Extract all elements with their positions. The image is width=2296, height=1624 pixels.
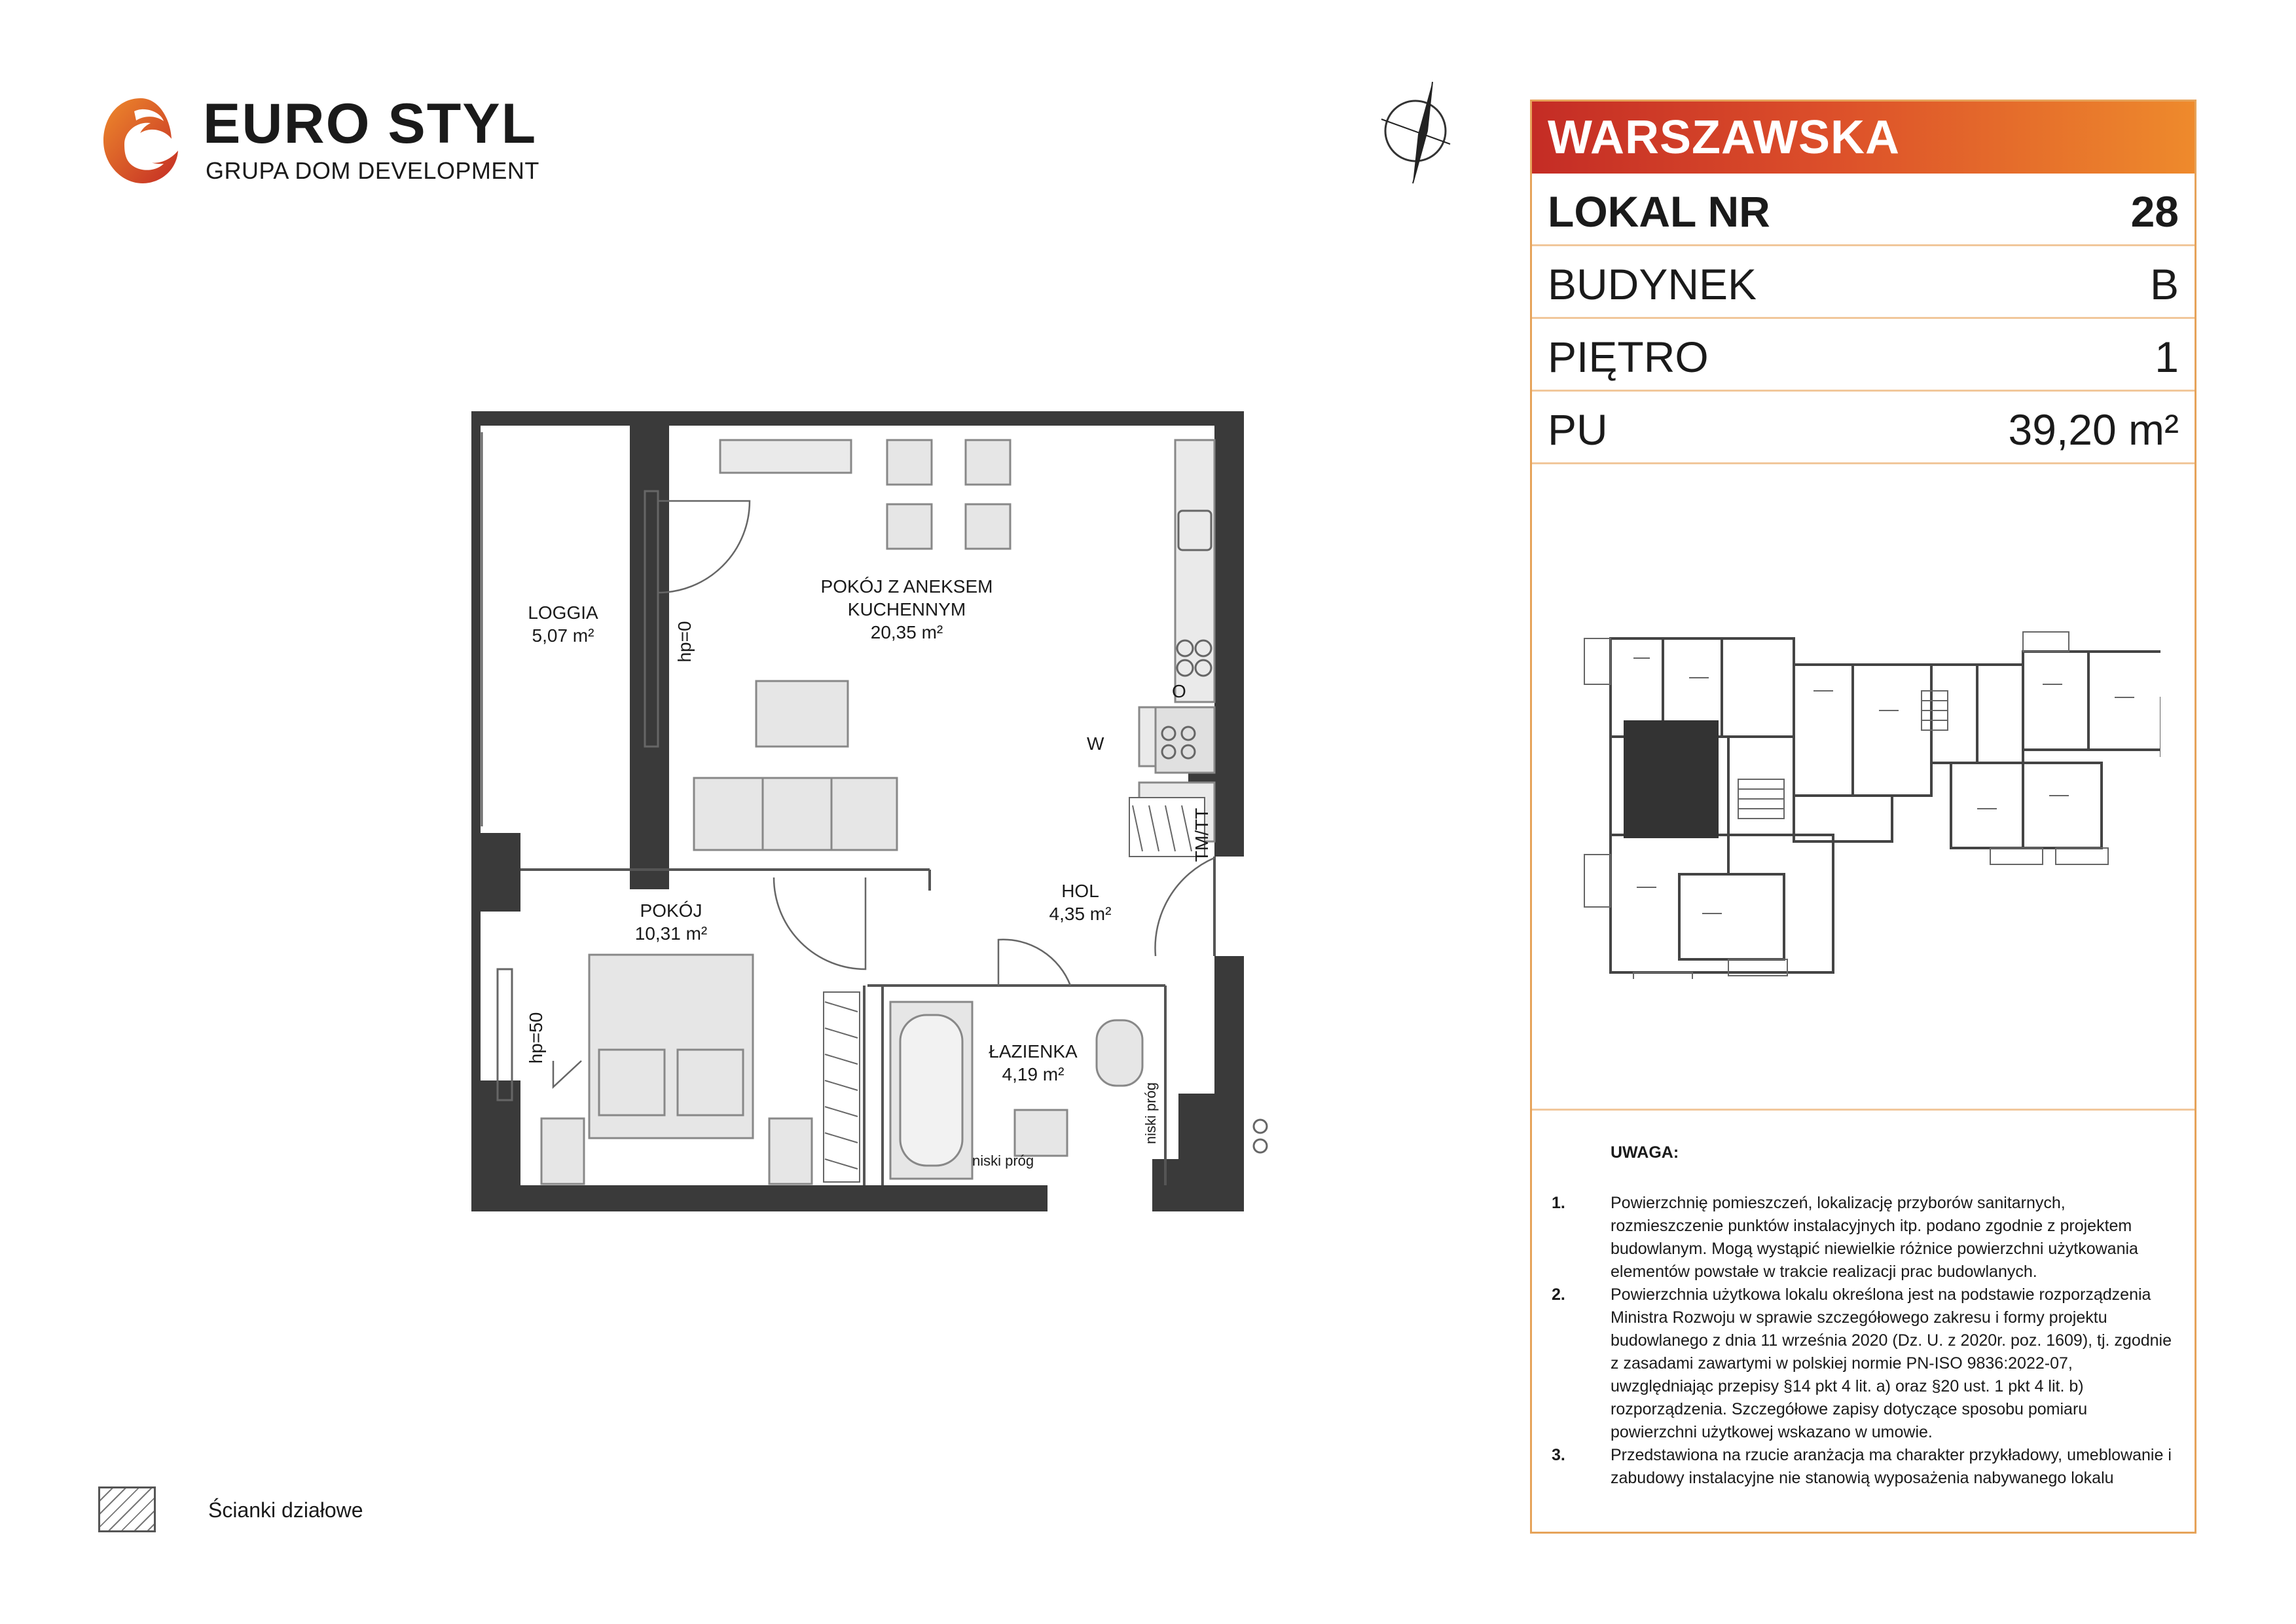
notes-section [1552, 1141, 2174, 1490]
note-text: Powierzchnia użytkowa lokalu określona jest na podstawie rozporządzenia Ministra Rozwoju w sprawie szczegółowego zakresu i formy projektu budowlanego z dnia 11 września 2020 (Dz. U. z 2020r. poz. 1609), tj. zgodnie z zasadami zawartymi w polskiej normie PN-ISO 9836:2022-07, uwzględniając przepisy §14 pkt 4 lit. a) oraz §20 ust. 1 pkt 4 lit. b) rozporządzenia. Szczegółowe zapisy dotyczące sposobu pomiaru powierzchni użytkowej wskazano w umowie. [1611, 1285, 2172, 1441]
sill-height-label: hp=0 [674, 621, 695, 663]
floor-value: 1 [2155, 333, 2179, 381]
utility-mark: TM/TT [1192, 807, 1212, 862]
note-number: 3. [1552, 1446, 1565, 1464]
vent-mark: O [1172, 681, 1186, 701]
sill-height-label-2: hp=50 [526, 1012, 546, 1064]
hatch-swatch-icon [98, 1486, 156, 1532]
info-row-area [1532, 392, 2195, 464]
building-value: B [2149, 260, 2179, 308]
living-room-area: 20,35 m² [870, 622, 943, 642]
investment-header [1532, 101, 2195, 174]
low-sill-label: niski próg [972, 1153, 1034, 1169]
info-row-unit [1532, 174, 2195, 246]
room-name: POKÓJ [640, 900, 702, 921]
legend [98, 1486, 426, 1539]
brand-name: EURO STYL [203, 92, 538, 155]
unit-value: 28 [2130, 187, 2179, 236]
room-area: 10,31 m² [634, 923, 708, 944]
note-item [1552, 1192, 2174, 1283]
living-room-name: POKÓJ Z ANEKSEM [820, 576, 993, 597]
area-value: 39,20 m² [2008, 405, 2179, 454]
hall-name: HOL [1061, 881, 1099, 901]
area-label: PU [1548, 405, 1608, 454]
note-text: Powierzchnię pomieszczeń, lokalizację przyborów sanitarnych, rozmieszczenie punktów instalacyjnych itp. podano zgodnie z projektem budowlanym. Mogą wystąpić niewielkie różnice powierzchni użytkowania elementów powstałe w trakcie realizacji prac budowlanych. [1611, 1194, 2138, 1281]
flame-logo-icon [98, 92, 183, 190]
building-key-plan [1571, 612, 2160, 979]
selected-unit-highlight [1624, 720, 1719, 838]
bathroom-area: 4,19 m² [1002, 1064, 1065, 1084]
north-arrow-icon [1375, 79, 1480, 196]
brand-tagline: GRUPA DOM DEVELOPMENT [206, 157, 539, 184]
floor-label: PIĘTRO [1548, 333, 1709, 381]
info-row-floor [1532, 319, 2195, 392]
note-text: Przedstawiona na rzucie aranżacja ma charakter przykładowy, umeblowanie i zabudowy instalacyjne nie stanowią wyposażenia nabywanego lokalu [1611, 1446, 2172, 1487]
hall-area: 4,35 m² [1049, 904, 1112, 924]
notes-separator [1532, 1109, 2195, 1111]
loggia-name: LOGGIA [528, 602, 598, 623]
bathroom-name: ŁAZIENKA [989, 1041, 1078, 1061]
legend-label: Ścianki działowe [208, 1498, 363, 1522]
loggia-area: 5,07 m² [532, 625, 594, 646]
note-number: 2. [1552, 1285, 1565, 1304]
low-sill-label-2: niski próg [1142, 1082, 1159, 1145]
living-room-name-2: KUCHENNYM [847, 599, 966, 619]
building-label: BUDYNEK [1548, 260, 1757, 308]
notes-title: UWAGA: [1611, 1143, 1679, 1162]
investment-name: WARSZAWSKA [1548, 111, 1900, 164]
note-item [1552, 1444, 2174, 1490]
water-meter-mark: W [1087, 733, 1104, 754]
brand-logo [98, 92, 539, 190]
apartment-info-panel [1530, 100, 2196, 1534]
apartment-floor-plan [458, 393, 1309, 1211]
unit-label: LOKAL NR [1548, 187, 1770, 236]
note-number: 1. [1552, 1194, 1565, 1212]
note-item [1552, 1283, 2174, 1444]
info-row-building [1532, 246, 2195, 319]
